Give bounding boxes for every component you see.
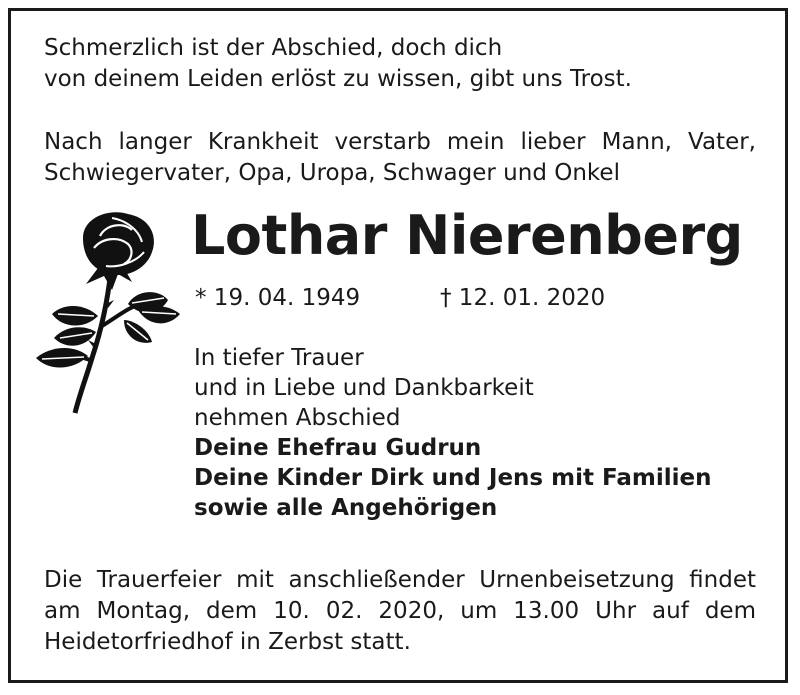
mourner-name: sowie alle Angehörigen [194,495,498,521]
funeral-info [44,565,756,658]
intro-line: Nach langer Krankheit verstarb mein lieber Mann, Vater, [44,129,756,155]
mourning-line: nehmen Abschied [194,405,401,431]
intro-text [44,127,756,189]
mourning-line: und in Liebe und Dankbarkeit [194,375,534,401]
verse-line: von deinem Leiden erlöst zu wissen, gibt uns Trost. [44,66,632,92]
intro-line: Schwiegervater, Opa, Uropa, Schwager und Onkel [44,160,620,186]
mourning-line: In tiefer Trauer [194,345,364,371]
deceased-name: Lothar Nierenberg [191,204,743,267]
mourner-name: Deine Ehefrau Gudrun [194,435,482,461]
verse-line: Schmerzlich ist der Abschied, doch dich [44,35,503,61]
birth-date: * 19. 04. 1949 [195,285,361,311]
mourner-name: Deine Kinder Dirk und Jens mit Familien [194,465,712,491]
death-date: † 12. 01. 2020 [440,285,606,311]
funeral-line: Heidetorfriedhof in Zerbst statt. [44,629,411,655]
mourners-block [194,343,711,523]
life-dates [195,283,606,314]
funeral-line: Die Trauerfeier mit anschließender Urnenbeisetzung findet [44,567,756,593]
funeral-line: am Montag, dem 10. 02. 2020, um 13.00 Uhr auf dem [44,598,756,624]
rose-icon [28,208,188,418]
verse [44,33,756,95]
